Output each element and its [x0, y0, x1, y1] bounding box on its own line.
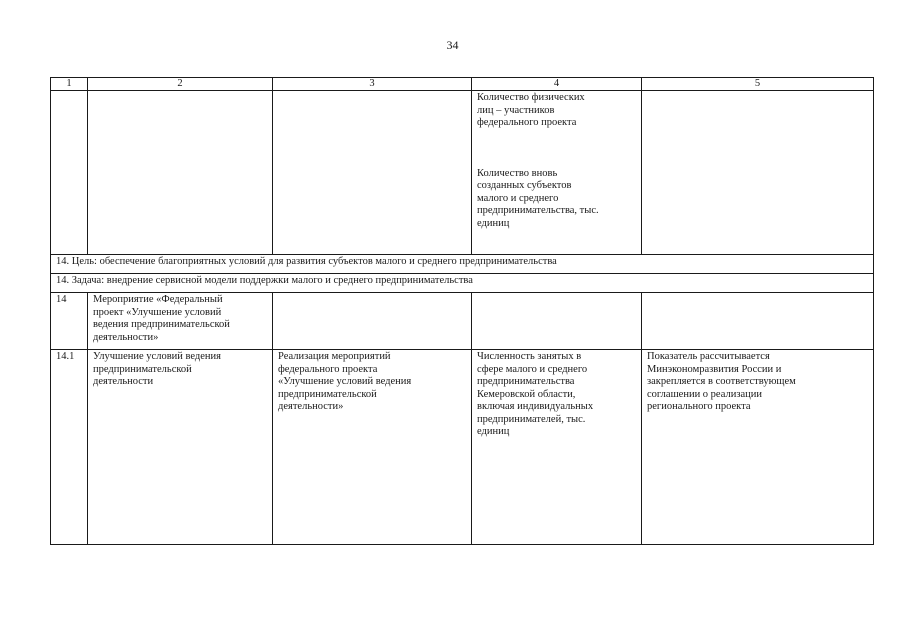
activity-cell: [88, 350, 273, 545]
table-row-14: [51, 293, 874, 350]
text-line: регионального проекта: [647, 401, 751, 412]
text-line: сфере малого и среднего: [477, 363, 588, 375]
goal-cell: 14. Цель: обеспечение благоприятных условий для развития субъектов малого и среднего предпринимательства: [51, 255, 874, 274]
text-line: созданных субъектов: [477, 180, 572, 191]
row-number-cell: 14: [51, 293, 88, 350]
table-row-continuation: [51, 91, 874, 255]
text-line: Количество физических: [477, 92, 585, 103]
column-header-3: 3: [273, 78, 472, 91]
cell-empty: [273, 91, 472, 255]
text-line: малого и среднего: [477, 192, 559, 204]
text-line: предпринимательства, тыс.: [477, 205, 599, 216]
spacer: [477, 130, 636, 168]
text-line: единиц: [477, 217, 510, 229]
text-line: предпринимательской: [93, 363, 192, 375]
text-line: федерального проекта: [278, 363, 378, 375]
implementation-cell: [273, 350, 472, 545]
column-header-5: 5: [642, 78, 874, 91]
text-line: лиц – участников: [477, 104, 555, 116]
text-line: Мероприятие «Федеральный: [93, 294, 223, 305]
column-header-2: 2: [88, 78, 273, 91]
text-line: «Улучшение условий ведения: [278, 376, 412, 387]
table-row-14-1: [51, 350, 874, 545]
text-line: ведения предпринимательской: [93, 319, 230, 330]
cell-empty: [88, 91, 273, 255]
column-header-1: 1: [51, 78, 88, 91]
page-number: 34: [446, 38, 459, 52]
table-row-task: [51, 274, 874, 293]
text-line: Количество вновь: [477, 167, 558, 179]
text-line: закрепляется в соответствующем: [647, 376, 796, 387]
cell-empty: [642, 293, 874, 350]
text-line: Показатель рассчитывается: [647, 351, 770, 362]
text-line: включая индивидуальных: [477, 401, 594, 412]
text-line: деятельности»: [278, 401, 344, 412]
text-line: предпринимательства: [477, 376, 575, 387]
text-line: Реализация мероприятий: [278, 351, 391, 362]
indicator-cell: [472, 350, 642, 545]
indicators-table: [50, 77, 874, 545]
text-line: деятельности: [93, 376, 154, 387]
text-line: проект «Улучшение условий: [93, 306, 222, 318]
table-header-row: [51, 78, 874, 91]
table-row-goal: [51, 255, 874, 274]
text-line: единиц: [477, 426, 510, 437]
cell-empty: [642, 91, 874, 255]
text-line: Численность занятых в: [477, 351, 582, 362]
text-line: Минэкономразвития России и: [647, 363, 782, 375]
text-line: федерального проекта: [477, 117, 577, 128]
activity-cell: [88, 293, 273, 350]
text-line: Кемеровской области,: [477, 388, 576, 400]
task-cell: 14. Задача: внедрение сервисной модели поддержки малого и среднего предпринимательства: [51, 274, 874, 293]
cell-empty: [51, 91, 88, 255]
column-header-4: 4: [472, 78, 642, 91]
row-number-cell: 14.1: [51, 350, 88, 545]
text-line: предпринимательской: [278, 388, 377, 400]
text-line: предпринимателей, тыс.: [477, 413, 586, 425]
text-line: соглашении о реализации: [647, 388, 763, 400]
cell-empty: [472, 293, 642, 350]
text-line: деятельности»: [93, 331, 159, 343]
cell-empty: [273, 293, 472, 350]
text-line: Улучшение условий ведения: [93, 351, 221, 362]
method-cell: [642, 350, 874, 545]
indicator-cell: [472, 91, 642, 255]
